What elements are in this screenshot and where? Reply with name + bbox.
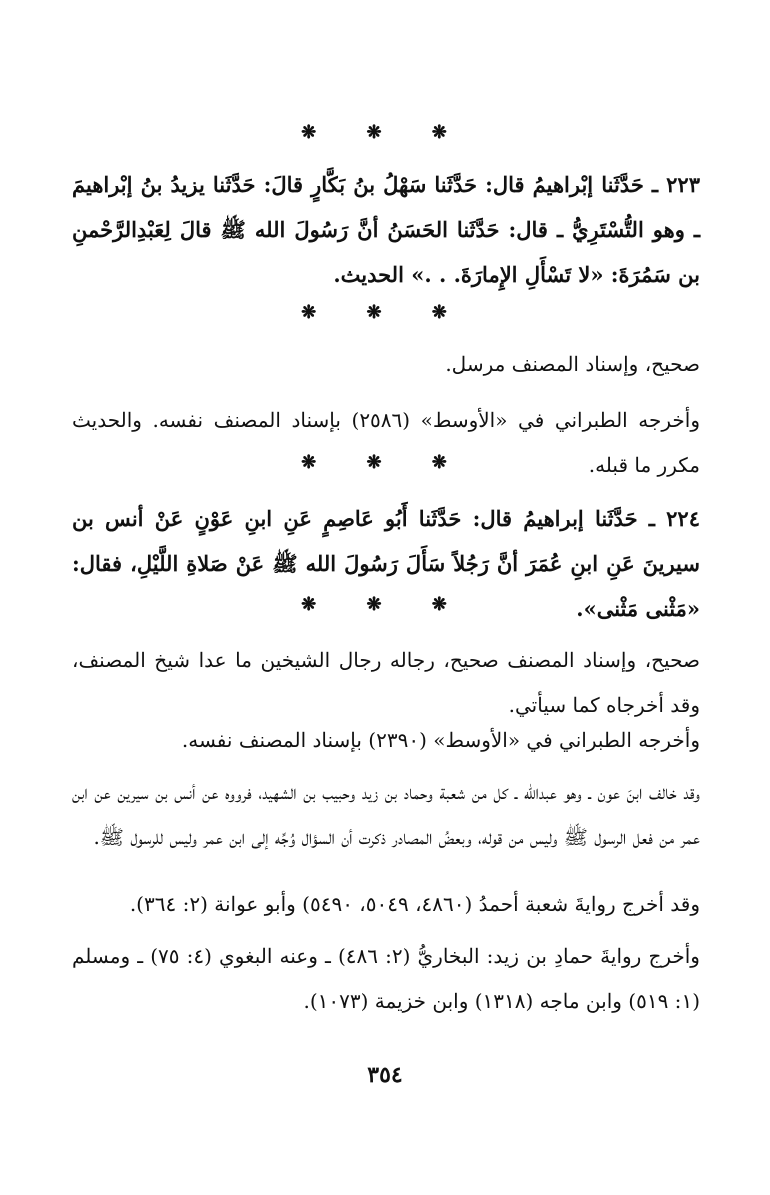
separator-stars: ❋ ❋ ❋ — [301, 122, 469, 143]
comment-223-grading: صحيح، وإسناد المصنف مرسل. — [445, 352, 700, 376]
comment-223-takhrij: وأخرجه الطبراني في «الأوسط» (٢٥٨٦) بإسناد المصنف نفسه. والحديث مكرر ما قبله. — [72, 408, 700, 477]
hadith-224-text: ٢٢٤ ـ حَدَّثَنا إبراهيمُ قال: حَدَّثَنا أَبُو عَاصِمٍ عَنِ ابنِ عَوْنٍ عَنْ أنس بن سيرينَ عَنِ ابنِ عُمَرَ أنَّ رَجُلاً سَأَلَ رَسُولَ الله ﷺ عَنْ صَلاةِ اللَّيْلِ، فقال: «مَثْنى مَثْنى». — [72, 506, 700, 621]
hadith-223-text: ٢٢٣ ـ حَدَّثَنا إبْراهيمُ قال: حَدَّثَنا سَهْلُ بنُ بَكَّارٍ قالَ: حَدَّثَنا يزيدُ بنُ إبْراهيمَ ـ وهو التُّسْتَرِيُّ ـ قال: حَدَّثَنا الحَسَنُ أنَّ رَسُولَ الله ﷺ قالَ لِعَبْدِالرَّحْمنِ بن سَمُرَةَ: «لا تَسْأَلِ الإِمارَةَ. . .» الحديث. — [72, 172, 700, 287]
separator-stars: ❋ ❋ ❋ — [301, 302, 469, 323]
page-number: ٣٥٤ — [367, 1062, 403, 1088]
comment-224-hammad: وأخرج روايةَ حمادِ بن زيد: البخاريُّ (٢: ٤٨٦) ـ وعنه البغوي (٤: ٧٥) ـ ومسلم (١: ٥١٩) وابن ماجه (١٣١٨) وابن خزيمة (١٠٧٣). — [72, 944, 700, 1013]
comment-224-shuba: وقد أخرج روايةَ شعبة أحمدُ (٤٨٦٠، ٥٠٤٩، ٥٤٩٠) وأبو عوانة (٢: ٣٦٤). — [129, 892, 700, 916]
comment-224-tabarani: وأخرجه الطبراني في «الأوسط» (٢٣٩٠) بإسناد المصنف نفسه. — [181, 728, 700, 752]
separator-stars: ❋ ❋ ❋ — [301, 594, 469, 615]
comment-224-grading: صحيح، وإسناد المصنف صحيح، رجاله رجال الشيخين ما عدا شيخ المصنف، وقد أخرجاه كما سيأتي. — [72, 648, 700, 717]
comment-224-discrepancy: وقد خالف ابنَ عون ـ وهو عبدالله ـ كل من شعبة وحماد بن زيد وحبيب بن الشهيد، فرووه عن أنس بن سيرين عن ابن عمر من فعل الرسول ﷺ وليس من قوله، وبعضُ المصادر ذكرت أن السؤال وُجِّه إلى ابن عمر وليس للرسول ﷺ. — [72, 780, 700, 849]
separator-stars: ❋ ❋ ❋ — [301, 452, 469, 473]
